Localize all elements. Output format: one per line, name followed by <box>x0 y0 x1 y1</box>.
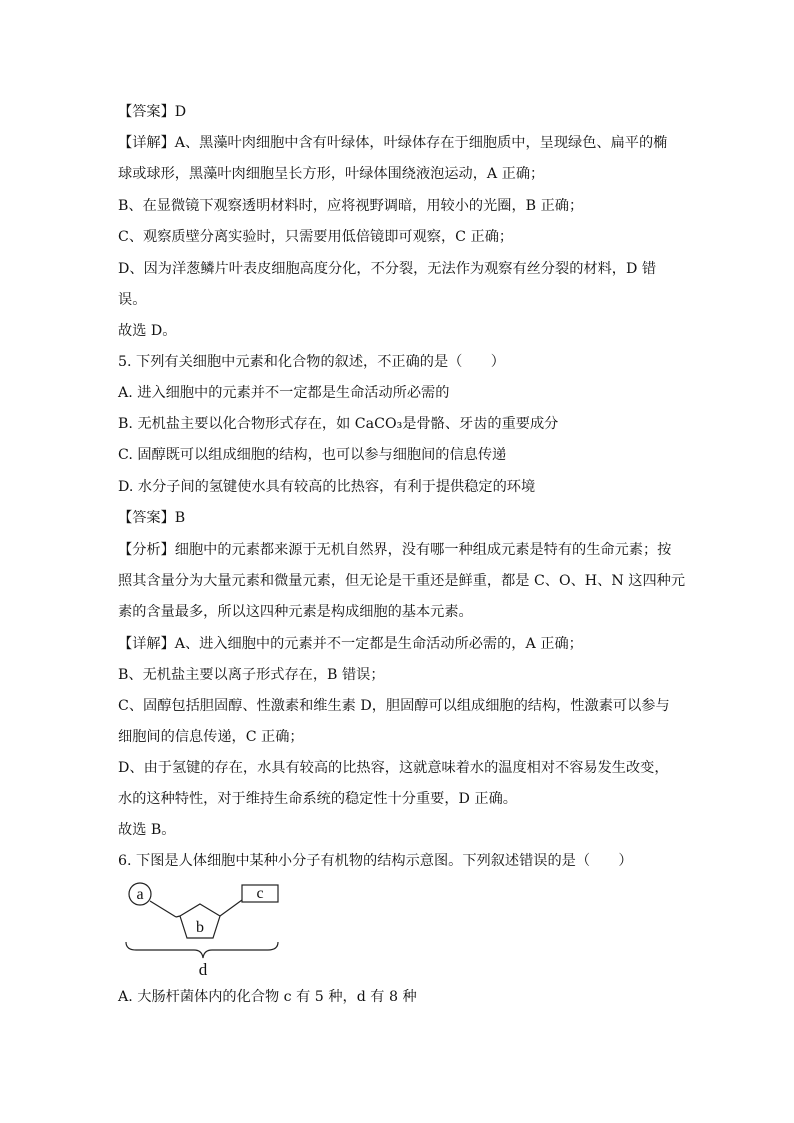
conclusion-line: 故选 D。 <box>118 323 177 339</box>
analysis-line: 照其含量分为大量元素和微量元素，但无论是干重还是鲜重，都是 C、O、H、N 这四种元 <box>118 573 686 589</box>
label-d: d <box>198 960 208 979</box>
explanation-line: 误。 <box>118 292 147 308</box>
bond-line-a <box>150 901 176 917</box>
label-b: b <box>196 919 204 936</box>
option-a: A. 进入细胞中的元素并不一定都是生命活动所必需的 <box>118 385 450 401</box>
option-b: B. 无机盐主要以化合物形式存在，如 CaCO₃是骨骼、牙齿的重要成分 <box>118 416 559 432</box>
label-a: a <box>136 886 144 903</box>
explanation-line: B、无机盐主要以离子形式存在，B 错误； <box>118 667 385 683</box>
explanation-line: 【详解】A、进入细胞中的元素并不一定都是生命活动所必需的，A 正确； <box>118 636 583 652</box>
explanation-line: C、观察质壁分离实验时，只需要用低倍镜即可观察，C 正确； <box>118 229 514 245</box>
bond-line-c <box>220 900 242 916</box>
explanation-line: C、固醇包括胆固醇、性激素和维生素 D，胆固醇可以组成细胞的结构，性激素可以参与 <box>118 698 670 714</box>
explanation-line: D、由于氢键的存在，水具有较高的比热容，这就意味着水的温度相对不容易发生改变， <box>118 760 669 776</box>
explanation-line: 球或球形，黑藻叶肉细胞呈长方形，叶绿体围绕液泡运动，A 正确； <box>118 166 545 182</box>
explanation-line: D、因为洋葱鳞片叶表皮细胞高度分化，不分裂，无法作为观察有丝分裂的材料，D 错 <box>118 261 657 277</box>
option-c: C. 固醇既可以组成细胞的结构，也可以参与细胞间的信息传递 <box>118 447 507 463</box>
answer-label-q4: 【答案】D <box>118 104 187 120</box>
label-c: c <box>256 885 264 902</box>
explanation-line: 【详解】A、黑藻叶肉细胞中含有叶绿体，叶绿体存在于细胞质中，呈现绿色、扁平的椭 <box>118 135 668 151</box>
nucleotide-structure-diagram <box>118 876 288 990</box>
q6-option-a: A. 大肠杆菌体内的化合物 c 有 5 种，d 有 8 种 <box>118 989 417 1005</box>
question-5-stem: 5. 下列有关细胞中元素和化合物的叙述，不正确的是（ ） <box>118 354 505 370</box>
explanation-line: 细胞间的信息传递，C 正确； <box>118 729 304 745</box>
explanation-line: B、在显微镜下观察透明材料时，应将视野调暗，用较小的光圈，B 正确； <box>118 198 584 214</box>
bond-line-ab <box>176 916 180 917</box>
explanation-line: 水的这种特性，对于维持生命系统的稳定性十分重要，D 正确。 <box>118 791 517 807</box>
conclusion-line: 故选 B。 <box>118 822 176 838</box>
analysis-line: 素的含量最多，所以这四种元素是构成细胞的基本元素。 <box>118 604 473 620</box>
question-6-stem: 6. 下图是人体细胞中某种小分子有机物的结构示意图。下列叙述错误的是（ ） <box>118 853 633 869</box>
brace-d <box>126 942 278 958</box>
analysis-line: 【分析】细胞中的元素都来源于无机自然界，没有哪一种组成元素是特有的生命元素；按 <box>118 542 672 558</box>
answer-label-q5: 【答案】B <box>118 510 186 526</box>
option-d: D. 水分子间的氢键使水具有较高的比热容，有利于提供稳定的环境 <box>118 479 536 495</box>
